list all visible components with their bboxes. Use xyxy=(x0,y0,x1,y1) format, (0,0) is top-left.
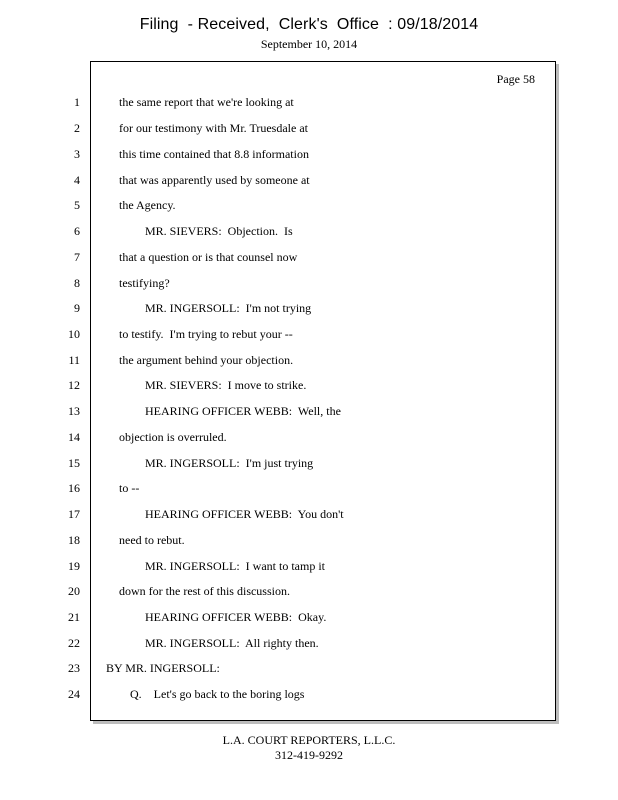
line-text-9: MR. INGERSOLL: I'm not trying xyxy=(145,301,312,315)
line-number-7: 7 xyxy=(74,250,80,264)
line-number-14: 14 xyxy=(68,430,80,444)
line-number-12: 12 xyxy=(68,378,80,392)
line-text-17: HEARING OFFICER WEBB: You don't xyxy=(145,507,344,521)
line-text-15: MR. INGERSOLL: I'm just trying xyxy=(145,456,314,470)
line-text-4: that was apparently used by someone at xyxy=(119,173,310,187)
line-text-12: MR. SIEVERS: I move to strike. xyxy=(145,378,307,392)
line-number-23: 23 xyxy=(68,661,80,675)
line-number-17: 17 xyxy=(68,507,80,521)
line-text-23: BY MR. INGERSOLL: xyxy=(106,661,220,675)
line-text-20: down for the rest of this discussion. xyxy=(119,584,290,598)
line-number-8: 8 xyxy=(74,276,80,290)
line-number-5: 5 xyxy=(74,198,80,212)
line-text-2: for our testimony with Mr. Truesdale at xyxy=(119,121,308,135)
line-number-11: 11 xyxy=(68,353,80,367)
court-reporter-name: L.A. COURT REPORTERS, L.L.C. xyxy=(222,733,396,747)
line-number-1: 1 xyxy=(74,95,80,109)
line-number-18: 18 xyxy=(68,533,80,547)
line-number-3: 3 xyxy=(74,147,80,161)
page-number: Page 58 xyxy=(496,72,535,86)
line-text-6: MR. SIEVERS: Objection. Is xyxy=(145,224,293,238)
line-text-7: that a question or is that counsel now xyxy=(119,250,298,264)
line-text-3: this time contained that 8.8 information xyxy=(119,147,309,161)
transcript-date: September 10, 2014 xyxy=(260,37,358,51)
line-text-24: Q. Let's go back to the boring logs xyxy=(130,687,305,701)
line-number-15: 15 xyxy=(68,456,80,470)
line-text-16: to -- xyxy=(119,481,140,495)
line-text-13: HEARING OFFICER WEBB: Well, the xyxy=(145,404,341,418)
line-number-21: 21 xyxy=(68,610,80,624)
line-text-21: HEARING OFFICER WEBB: Okay. xyxy=(145,610,327,624)
line-number-24: 24 xyxy=(68,687,80,701)
line-text-5: the Agency. xyxy=(119,198,176,212)
line-number-13: 13 xyxy=(68,404,80,418)
line-text-11: the argument behind your objection. xyxy=(119,353,294,367)
line-text-8: testifying? xyxy=(119,276,170,290)
line-text-18: need to rebut. xyxy=(119,533,185,547)
line-number-19: 19 xyxy=(68,559,80,573)
line-text-10: to testify. I'm trying to rebut your -- xyxy=(119,327,293,341)
line-number-9: 9 xyxy=(74,301,80,315)
line-text-19: MR. INGERSOLL: I want to tamp it xyxy=(145,559,325,573)
line-number-22: 22 xyxy=(68,636,80,650)
line-number-4: 4 xyxy=(74,173,80,187)
line-number-6: 6 xyxy=(74,224,80,238)
filing-stamp: Filing - Received, Clerk's Office : 09/18/2014 xyxy=(139,16,479,33)
line-number-10: 10 xyxy=(68,327,80,341)
court-reporter-phone: 312-419-9292 xyxy=(275,748,343,762)
line-number-20: 20 xyxy=(68,584,80,598)
line-text-22: MR. INGERSOLL: All righty then. xyxy=(145,636,319,650)
line-text-1: the same report that we're looking at xyxy=(119,95,294,109)
line-number-16: 16 xyxy=(68,481,80,495)
line-text-14: objection is overruled. xyxy=(119,430,227,444)
line-number-2: 2 xyxy=(74,121,80,135)
